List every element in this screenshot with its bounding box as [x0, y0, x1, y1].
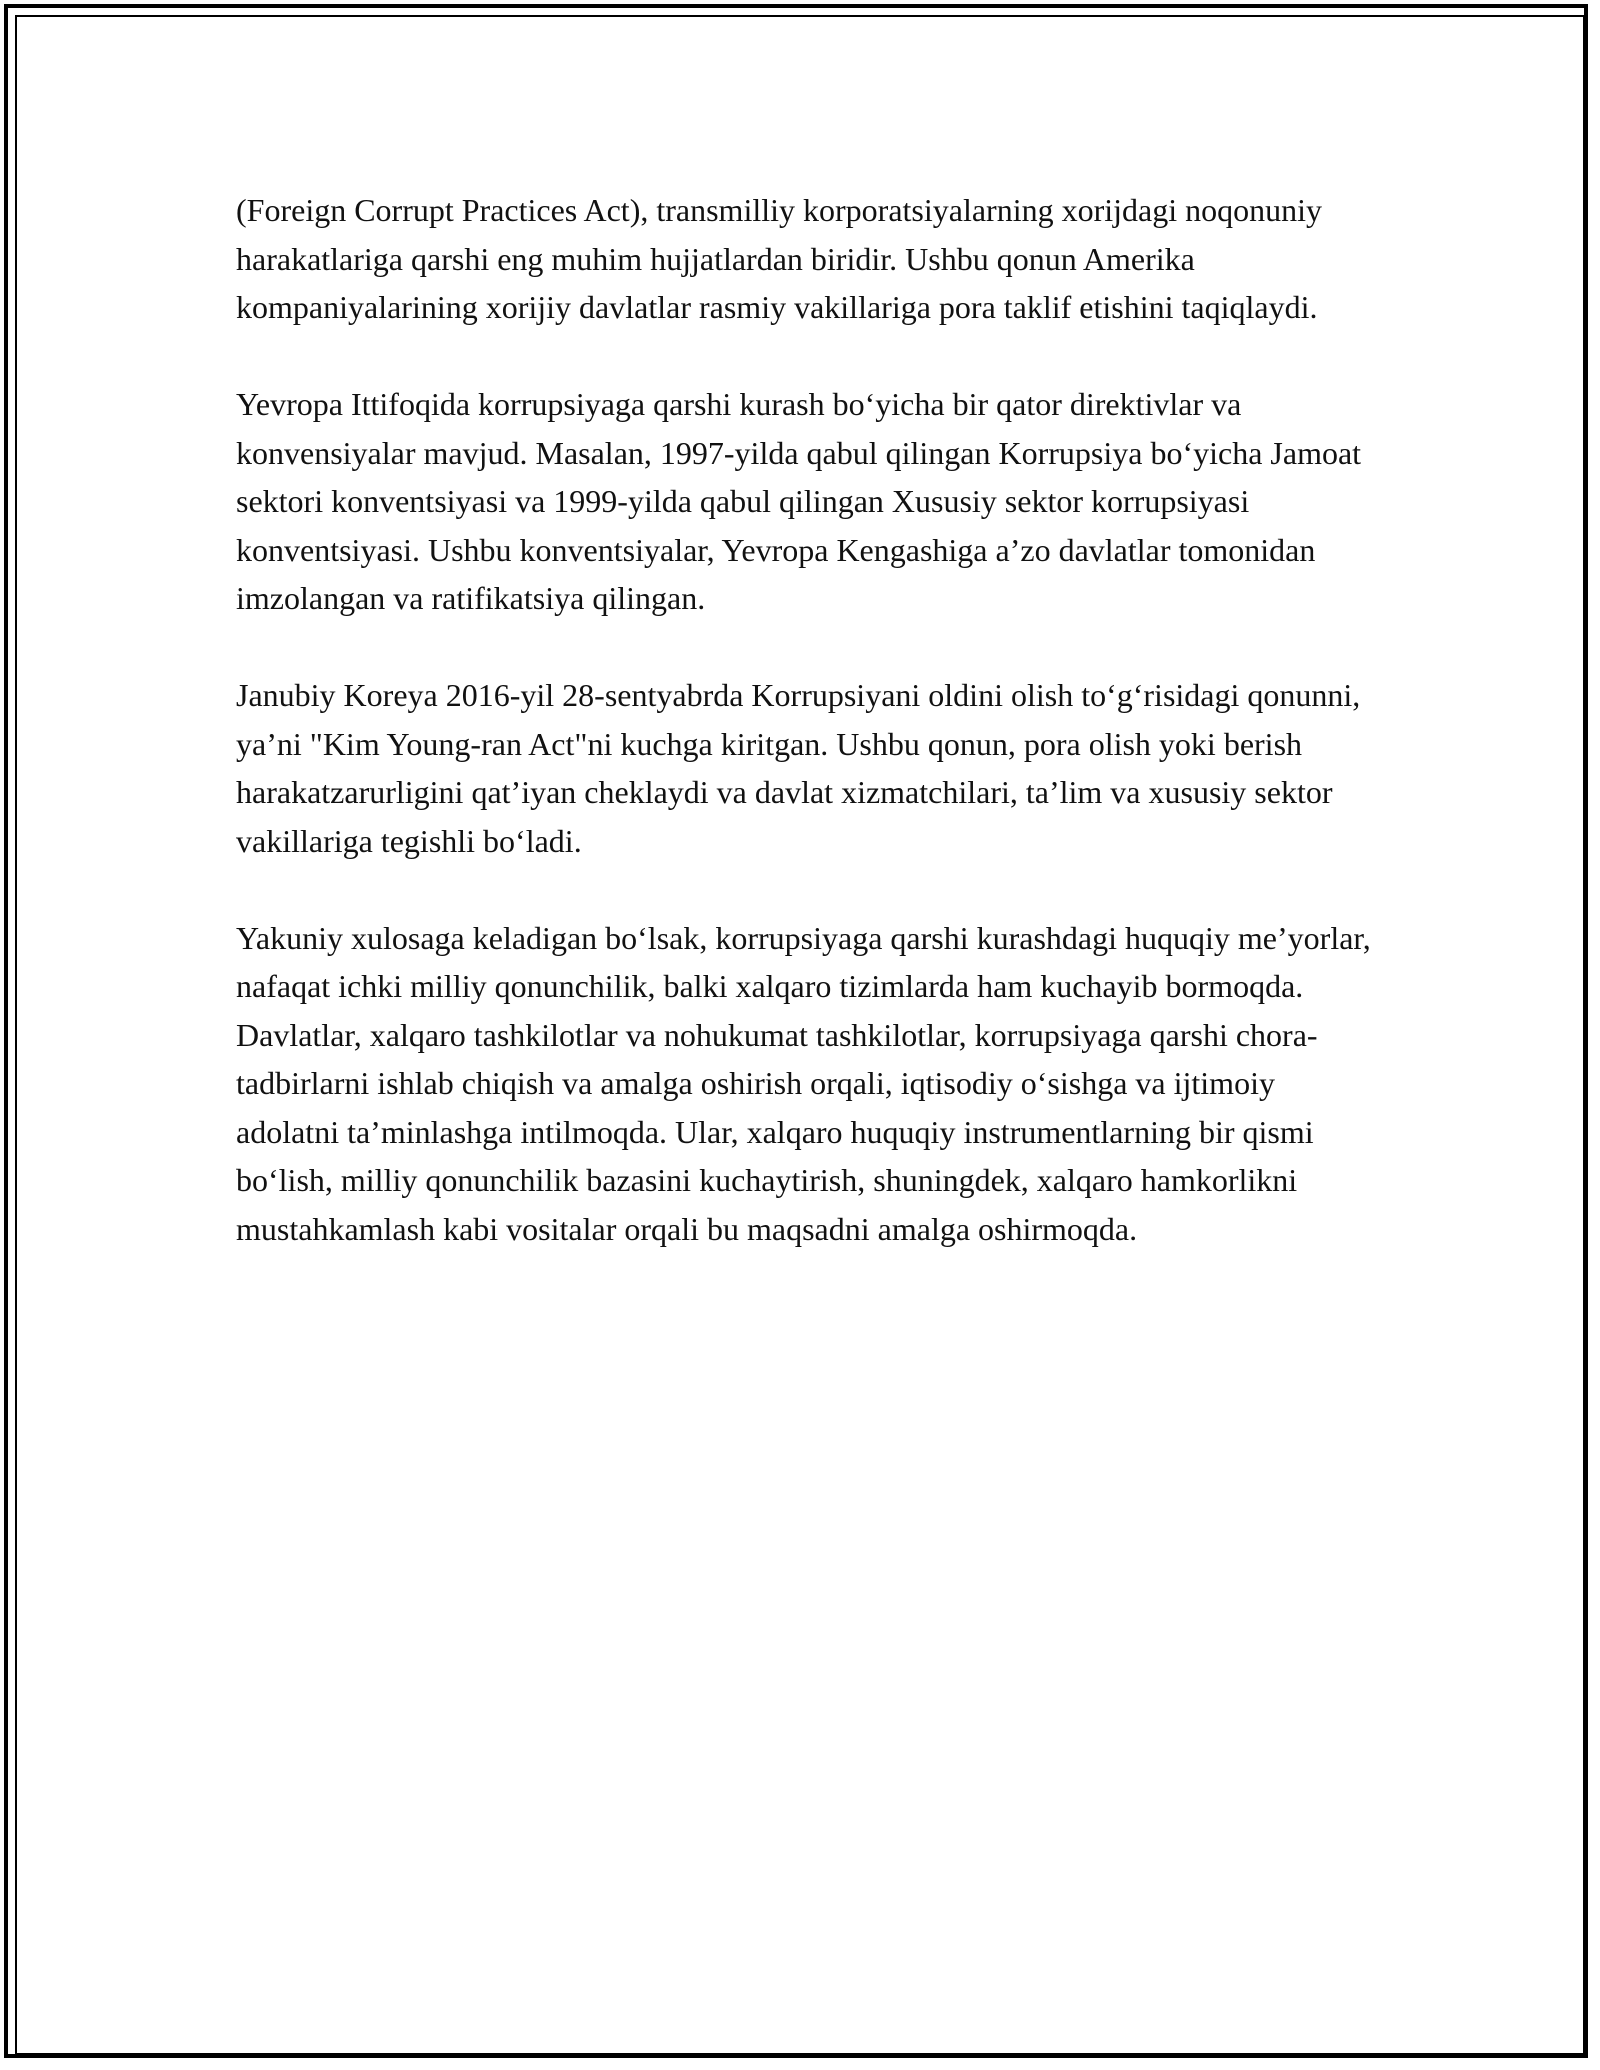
paragraph-conclusion: Yakuniy xulosaga keladigan bo‘lsak, korrupsiyaga qarshi kurashdagi huquqiy me’yorlar, nafaqat ichki milliy qonunchilik, balki xalqaro tizimlarda ham kuchayib bormoqda. Davlatlar, xalqaro tashkilotlar va nohukumat tashkilotlar, korrupsiyaga qarshi chora-tadbirlarni ishlab chiqish va amalga oshirish orqali, iqtisodiy o‘sishga va ijtimoiy adolatni ta’minlashga intilmoqda. Ular, xalqaro huquqiy instrumentlarning bir qismi bo‘lish, milliy qonunchilik bazasini kuchaytirish, shuningdek, xalqaro hamkorlikni mustahkamlash kabi vositalar orqali bu maqsadni amalga oshirmoqda.: [236, 919, 1371, 1247]
document-body: [236, 186, 1376, 1302]
paragraph-south-korea: Janubiy Koreya 2016-yil 28-sentyabrda Korrupsiyani oldini olish to‘g‘risidagi qonunni, ya’ni "Kim Young-ran Act"ni kuchga kiritgan. Ushbu qonun, pora olish yoki berish harakatzarurligini qat’iyan cheklaydi va davlat xizmatchilari, ta’lim va xususiy sektor vakillariga tegishli bo‘ladi.: [236, 677, 1361, 859]
paragraph-european-union: Yevropa Ittifoqida korrupsiyaga qarshi kurash bo‘yicha bir qator direktivlar va konvensiyalar mavjud. Masalan, 1997-yilda qabul qilingan Korrupsiya bo‘yicha Jamoat sektori konventsiyasi va 1999-yilda qabul qilingan Xususiy sektor korrupsiyasi konventsiyasi. Ushbu konventsiyalar, Yevropa Kengashiga a’zo davlatlar tomonidan imzolangan va ratifikatsiya qilingan.: [236, 386, 1362, 616]
paragraph-fcpa: (Foreign Corrupt Practices Act), transmilliy korporatsiyalarning xorijdagi noqonuniy harakatlariga qarshi eng muhim hujjatlardan biridir. Ushbu qonun Amerika kompaniyalarining xorijiy davlatlar rasmiy vakillariga pora taklif etishini taqiqlaydi.: [236, 192, 1323, 325]
